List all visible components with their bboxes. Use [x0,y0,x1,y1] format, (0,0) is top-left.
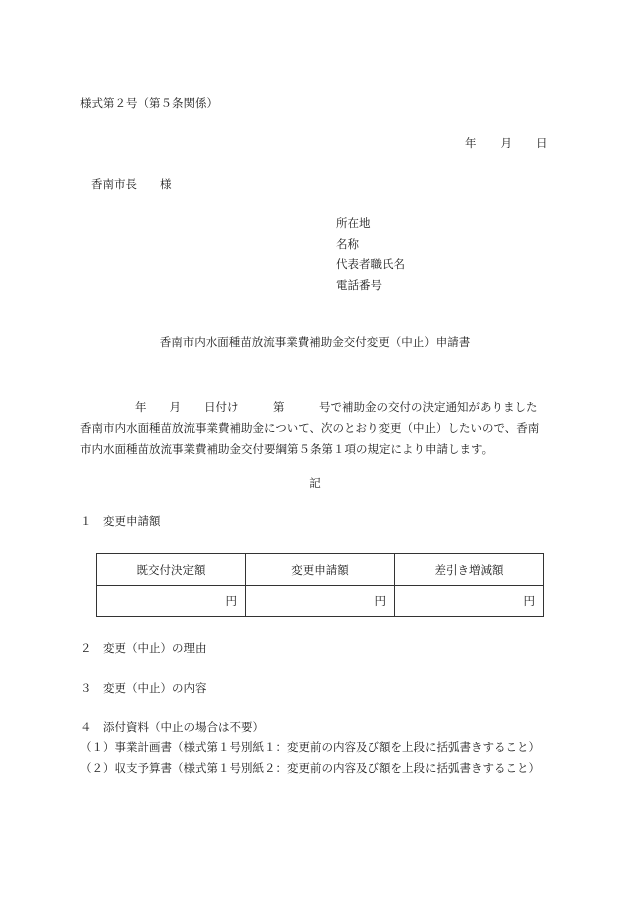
body-line-2: 香南市内水面種苗放流事業費補助金について、次のとおり変更（中止）したいので、香南 [80,421,540,435]
attachment-item: （２）収支予算書（様式第１号別紙２：変更前の内容及び額を上段に括弧書きすること） [80,761,540,775]
applicant-phone-label: 電話番号 [336,277,382,292]
amount-table [96,553,544,617]
section-4-heading: ４ 添付資料（中止の場合は不要） [80,720,264,734]
applicant-name-label: 名称 [336,236,359,251]
addressee: 香南市長 様 [91,177,172,191]
cell-change-amount: 円 [246,586,395,617]
date-year: 年 [465,136,477,150]
date-day: 日 [536,136,548,150]
section-3-heading: ３ 変更（中止）の内容 [80,681,207,695]
attachment-item: （１）事業計画書（様式第１号別紙１：変更前の内容及び額を上段に括弧書きすること） [80,740,540,754]
body-paragraph [80,397,555,460]
header-current-amount: 既交付決定額 [97,554,246,586]
cell-current-amount: 円 [97,586,246,617]
document-title: 香南市内水面種苗放流事業費補助金交付変更（中止）申請書 [159,335,471,349]
applicant-address-label: 所在地 [336,216,371,230]
header-change-amount: 変更申請額 [246,554,395,586]
cell-difference: 円 [395,586,544,617]
header-difference: 差引き増減額 [395,554,544,586]
ki-heading: 記 [309,476,321,490]
form-number: 様式第２号（第５条関係） [80,96,218,110]
applicant-fields [336,218,405,300]
applicant-representative-label: 代表者職氏名 [336,257,405,271]
body-line-3: 市内水面種苗放流事業費補助金交付要綱第５条第１項の規定により申請します。 [80,442,494,456]
table-header-row [97,554,544,586]
table-row [97,586,544,617]
date-line [465,138,548,150]
section-1-heading: １ 変更申請額 [80,514,161,528]
body-line-1: 年 月 日付け 第 号で補助金の交付の決定通知がありました [135,400,538,414]
section-2-heading: ２ 変更（中止）の理由 [80,641,207,655]
date-month: 月 [500,136,512,150]
